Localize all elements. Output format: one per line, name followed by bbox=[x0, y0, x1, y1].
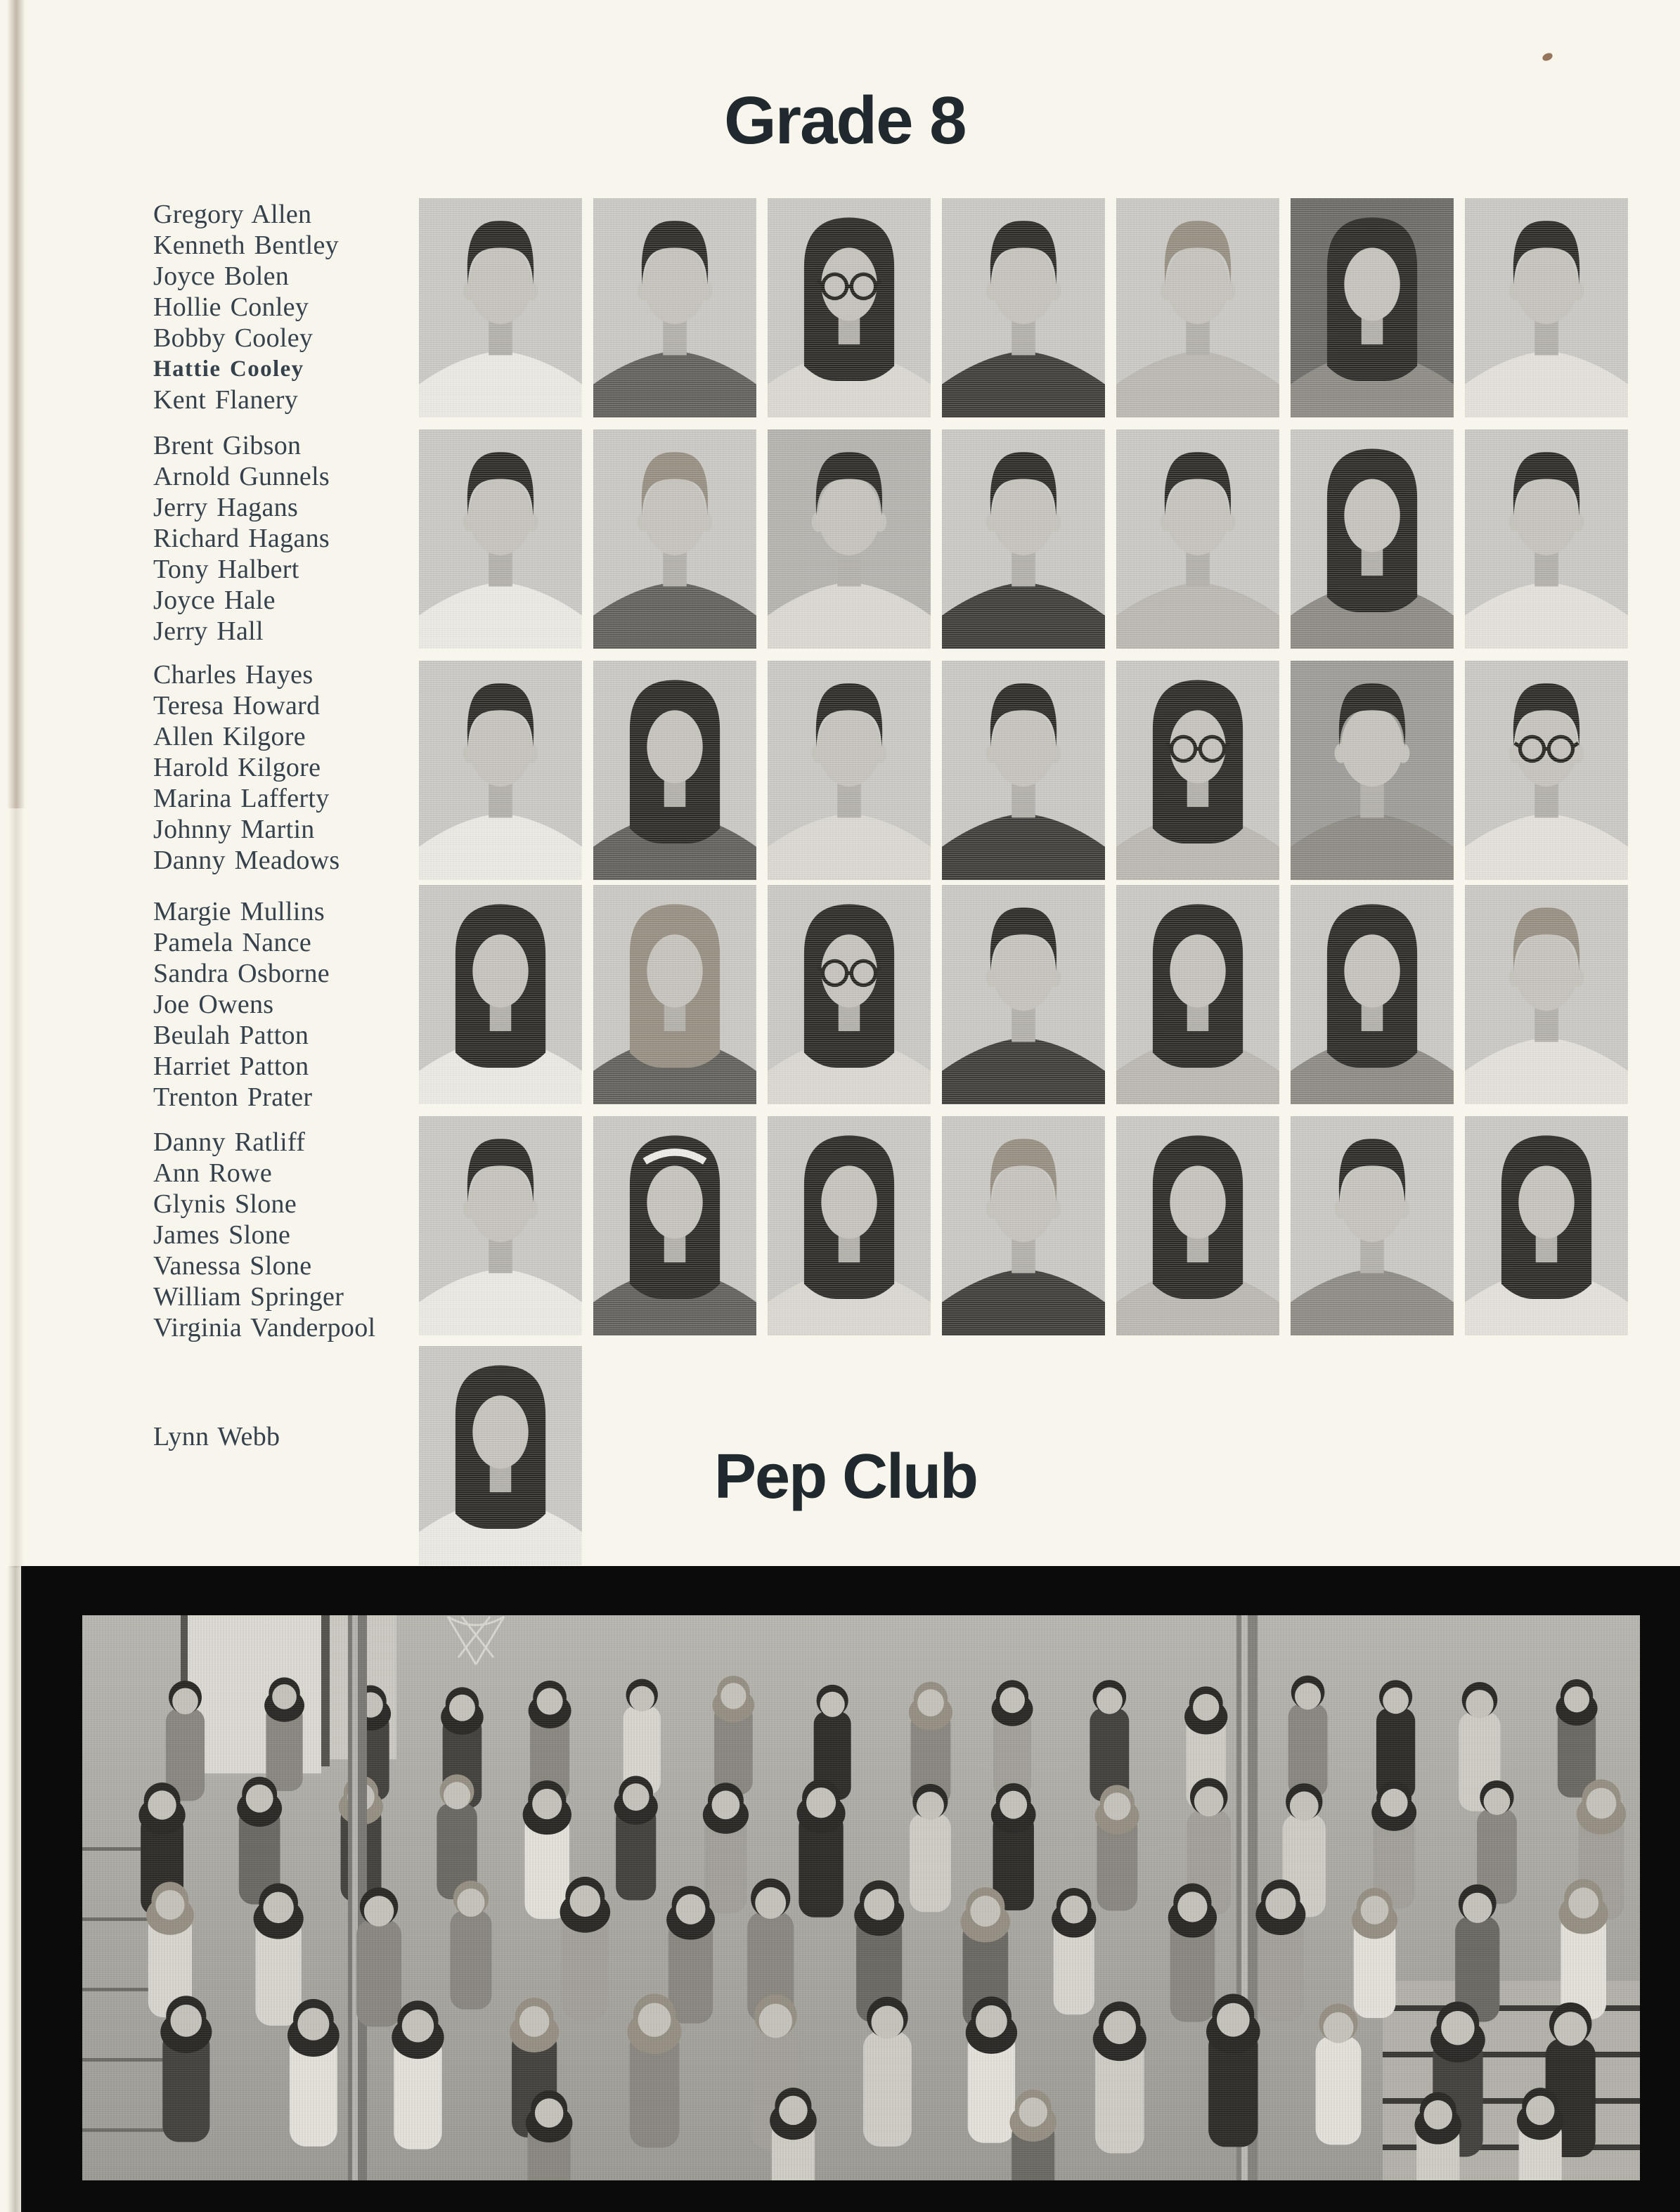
student-name: Allen Kilgore bbox=[153, 722, 306, 751]
portrait-arnold-gunnels bbox=[593, 429, 756, 649]
student-name: Ann Rowe bbox=[153, 1158, 272, 1188]
girl-silhouette-icon bbox=[768, 198, 931, 418]
student-name: Pamela Nance bbox=[153, 928, 311, 957]
student-name: Lynn Webb bbox=[153, 1422, 280, 1451]
girl-silhouette-icon bbox=[768, 1116, 931, 1335]
boy-silhouette-icon bbox=[1465, 885, 1628, 1104]
boy-silhouette-icon bbox=[1291, 661, 1454, 880]
boy-silhouette-icon bbox=[768, 661, 931, 880]
student-name: Harriet Patton bbox=[153, 1052, 309, 1081]
portrait-charles-hayes bbox=[419, 661, 582, 880]
student-name: Joyce Bolen bbox=[153, 261, 290, 291]
portrait-william-springer bbox=[1291, 1116, 1454, 1335]
pep-club-photo-graphic bbox=[82, 1615, 1640, 2180]
portrait-brent-gibson bbox=[419, 429, 582, 649]
portrait-vanessa-slone bbox=[1116, 1116, 1279, 1335]
boy-silhouette-icon bbox=[942, 885, 1105, 1104]
boy-silhouette-icon bbox=[1465, 429, 1628, 649]
student-name: Brent Gibson bbox=[153, 431, 302, 460]
boy-silhouette-icon bbox=[419, 1116, 582, 1335]
boy-silhouette-icon bbox=[942, 1116, 1105, 1335]
girl-silhouette-icon bbox=[1465, 1116, 1628, 1335]
boy-silhouette-icon bbox=[419, 429, 582, 649]
girl-silhouette-icon bbox=[419, 885, 582, 1104]
pep-club-title: Pep Club bbox=[714, 1442, 978, 1512]
student-name: Gregory Allen bbox=[153, 200, 312, 229]
student-name: Sandra Osborne bbox=[153, 959, 330, 988]
portrait-teresa-howard bbox=[593, 661, 756, 880]
student-name: Kenneth Bentley bbox=[153, 231, 339, 260]
portrait-marina-lafferty bbox=[1116, 661, 1279, 880]
portrait-glynis-slone bbox=[768, 1116, 931, 1335]
portrait-margie-mullins bbox=[419, 885, 582, 1104]
boy-silhouette-icon bbox=[768, 429, 931, 649]
student-name: Joyce Hale bbox=[153, 586, 276, 615]
portrait-jerry-hagans bbox=[768, 429, 931, 649]
portrait-kenneth-bentley bbox=[593, 198, 756, 418]
boy-silhouette-icon bbox=[1291, 1116, 1454, 1335]
boy-silhouette-icon bbox=[593, 198, 756, 418]
student-name: Vanessa Slone bbox=[153, 1251, 312, 1281]
girl-silhouette-icon bbox=[1291, 885, 1454, 1104]
student-name: Margie Mullins bbox=[153, 897, 325, 926]
portrait-ann-rowe bbox=[593, 1116, 756, 1335]
student-name: Johnny Martin bbox=[153, 815, 315, 844]
boy-silhouette-icon bbox=[1116, 429, 1279, 649]
student-name: Danny Ratliff bbox=[153, 1127, 306, 1157]
portrait-harold-kilgore bbox=[942, 661, 1105, 880]
student-name: Jerry Hall bbox=[153, 616, 264, 646]
boy-silhouette-icon bbox=[593, 429, 756, 649]
portrait-hollie-conley bbox=[942, 198, 1105, 418]
student-name: Tony Halbert bbox=[153, 555, 299, 584]
girl-silhouette-icon bbox=[1291, 198, 1454, 418]
student-name: Teresa Howard bbox=[153, 691, 321, 720]
student-name: James Slone bbox=[153, 1220, 291, 1250]
student-name: Danny Meadows bbox=[153, 846, 340, 875]
student-name: Joe Owens bbox=[153, 990, 274, 1019]
portrait-joyce-bolen bbox=[768, 198, 931, 418]
student-name: Hollie Conley bbox=[153, 292, 309, 322]
portrait-virginia-vanderpool bbox=[1465, 1116, 1628, 1335]
boy-silhouette-icon bbox=[419, 198, 582, 418]
boy-silhouette-icon bbox=[942, 661, 1105, 880]
student-name: Trenton Prater bbox=[153, 1082, 313, 1112]
portrait-hattie-cooley bbox=[1291, 198, 1454, 418]
girl-silhouette-icon bbox=[593, 1116, 756, 1335]
portrait-sandra-osborne bbox=[768, 885, 931, 1104]
portrait-danny-meadows bbox=[1465, 661, 1628, 880]
portrait-joe-owens bbox=[942, 885, 1105, 1104]
boy-silhouette-icon bbox=[1465, 661, 1628, 880]
portrait-james-slone bbox=[942, 1116, 1105, 1335]
portrait-allen-kilgore bbox=[768, 661, 931, 880]
portrait-gregory-allen bbox=[419, 198, 582, 418]
portrait-beulah-patton bbox=[1116, 885, 1279, 1104]
girl-silhouette-icon bbox=[1291, 429, 1454, 649]
student-name: Harold Kilgore bbox=[153, 753, 321, 782]
portrait-trenton-prater bbox=[1465, 885, 1628, 1104]
portrait-johnny-martin bbox=[1291, 661, 1454, 880]
student-name: Jerry Hagans bbox=[153, 493, 299, 522]
girl-silhouette-icon bbox=[768, 885, 931, 1104]
portrait-richard-hagans bbox=[942, 429, 1105, 649]
girl-silhouette-icon bbox=[1116, 1116, 1279, 1335]
student-name: William Springer bbox=[153, 1282, 344, 1312]
student-name: Marina Lafferty bbox=[153, 784, 330, 813]
student-name: Bobby Cooley bbox=[153, 323, 314, 353]
girl-silhouette-icon bbox=[419, 1346, 582, 1565]
portrait-bobby-cooley bbox=[1116, 198, 1279, 418]
student-name: Arnold Gunnels bbox=[153, 462, 330, 491]
portrait-pamela-nance bbox=[593, 885, 756, 1104]
boy-silhouette-icon bbox=[1116, 198, 1279, 418]
portrait-harriet-patton bbox=[1291, 885, 1454, 1104]
student-name: Virginia Vanderpool bbox=[153, 1313, 376, 1343]
boy-silhouette-icon bbox=[1465, 198, 1628, 418]
girl-silhouette-icon bbox=[593, 661, 756, 880]
pep-club-group-photo bbox=[82, 1615, 1640, 2180]
grade8-title: Grade 8 bbox=[724, 83, 966, 158]
portrait-lynn-webb bbox=[419, 1346, 582, 1565]
portrait-danny-ratliff bbox=[419, 1116, 582, 1335]
boy-silhouette-icon bbox=[419, 661, 582, 880]
girl-silhouette-icon bbox=[593, 885, 756, 1104]
student-name: Richard Hagans bbox=[153, 524, 330, 553]
portrait-tony-halbert bbox=[1116, 429, 1279, 649]
boy-silhouette-icon bbox=[942, 198, 1105, 418]
student-name: Glynis Slone bbox=[153, 1189, 297, 1219]
student-name: Hattie Cooley bbox=[153, 356, 304, 382]
student-name: Charles Hayes bbox=[153, 660, 314, 690]
portrait-jerry-hall bbox=[1465, 429, 1628, 649]
pep-club-band bbox=[21, 1566, 1680, 2212]
girl-silhouette-icon bbox=[1116, 661, 1279, 880]
student-name: Beulah Patton bbox=[153, 1021, 309, 1050]
student-name: Kent Flanery bbox=[153, 385, 299, 415]
portrait-joyce-hale bbox=[1291, 429, 1454, 649]
girl-silhouette-icon bbox=[1116, 885, 1279, 1104]
portrait-kent-flanery bbox=[1465, 198, 1628, 418]
boy-silhouette-icon bbox=[942, 429, 1105, 649]
